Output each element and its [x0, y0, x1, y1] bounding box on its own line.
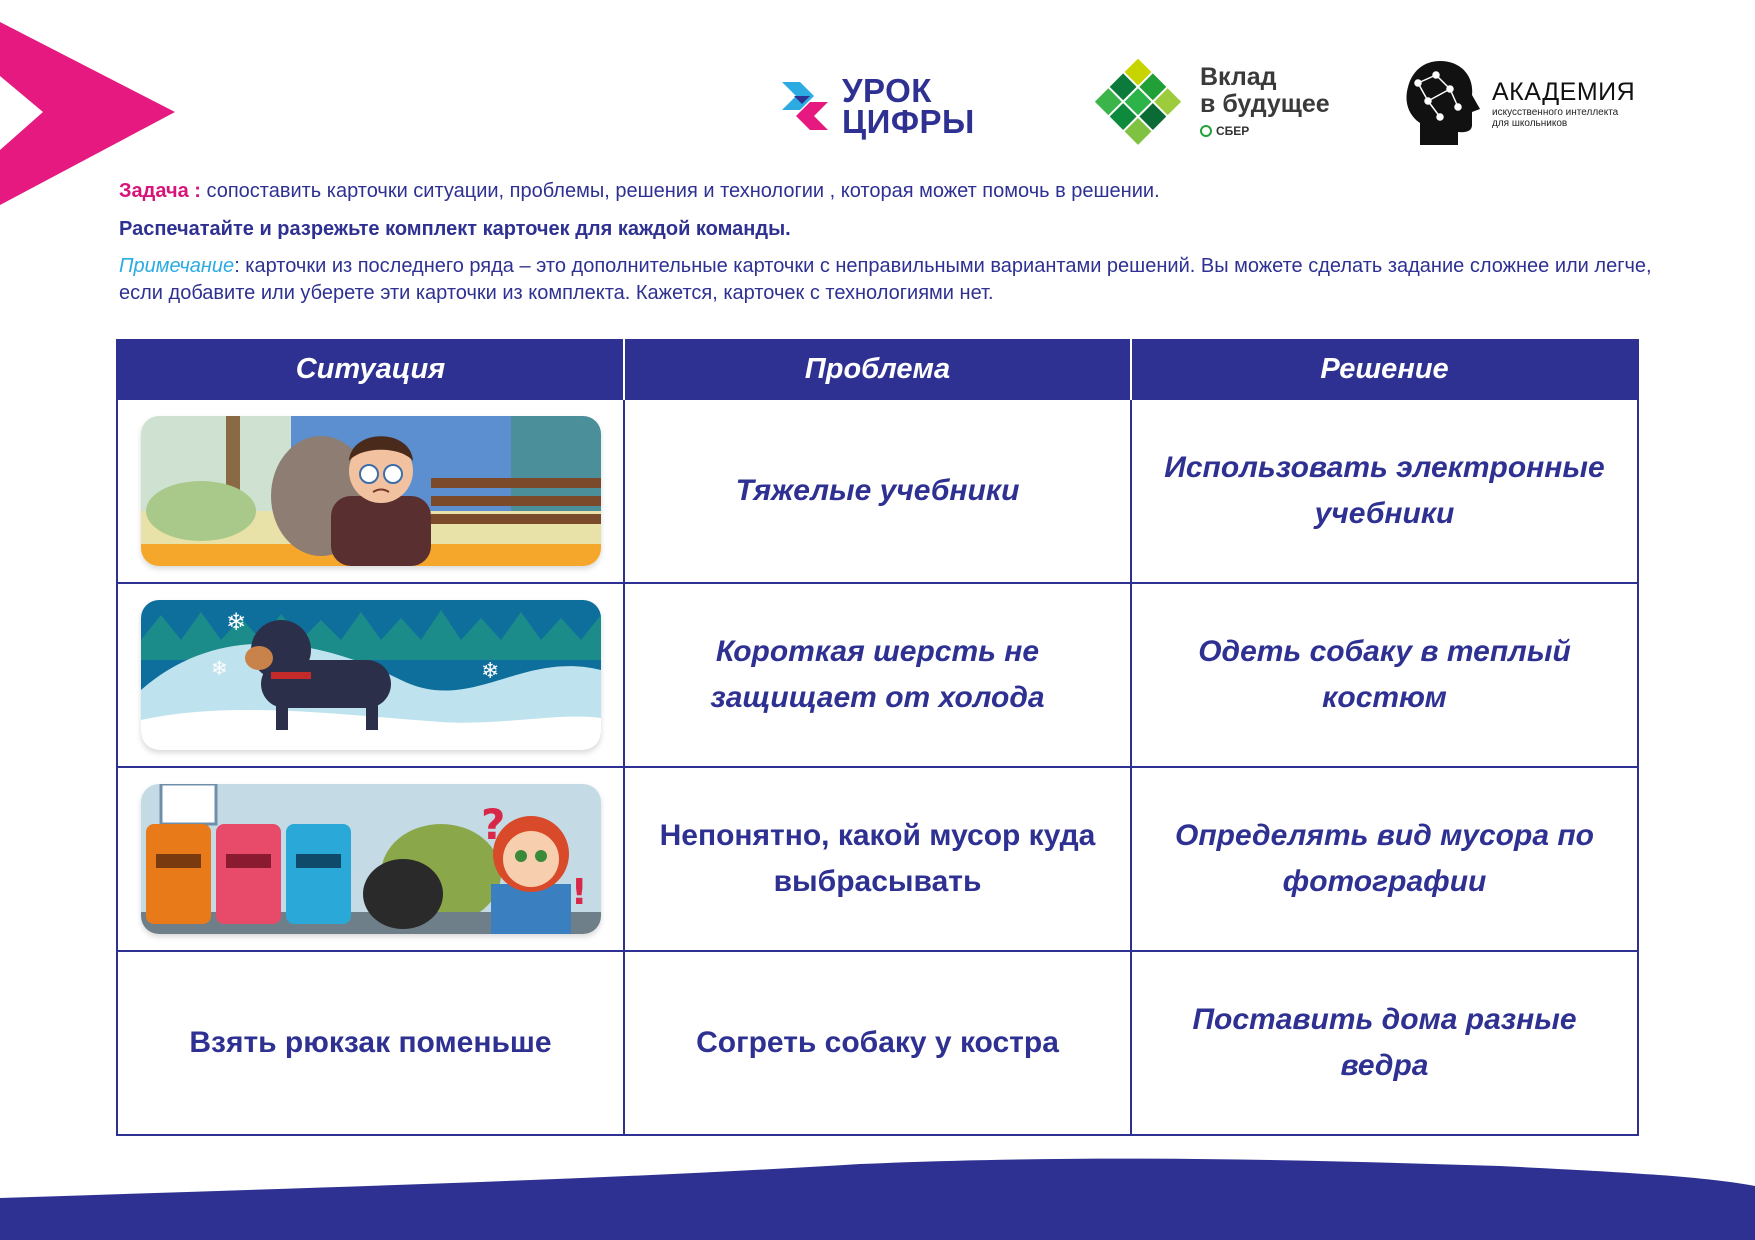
solution-cell: Определять вид мусора по фотографии	[1131, 767, 1638, 951]
logos-bar	[780, 55, 1680, 165]
note-text: : карточки из последнего ряда – это дополнительные карточки с неправильными вариантами решений. Вы можете сделать задание сложнее или легче, если добавите или уберете эти карточки из комплекта. Кажется, карточек с технологиями нет.	[119, 255, 1652, 304]
situation-cell	[117, 767, 624, 951]
academy-subtitle-1: искусственного интеллекта	[1492, 106, 1619, 118]
cards-table	[116, 339, 1639, 1136]
header-solution: Решение	[1131, 340, 1638, 399]
vklad-line2: в будущее	[1200, 90, 1330, 118]
academy-title: АКАДЕМИЯ	[1492, 77, 1636, 106]
table-row	[117, 583, 1638, 767]
task-text: сопоставить карточки ситуации, проблемы, решения и технологии , которая может помочь в решении.	[200, 180, 1160, 202]
girl-with-trash-bins-illustration	[141, 784, 601, 934]
table-header-row	[117, 340, 1638, 399]
problem-cell: Непонятно, какой мусор куда выбрасывать	[624, 767, 1131, 951]
svg-text:❄: ❄	[225, 608, 246, 636]
problem-cell: Тяжелые учебники	[624, 399, 1131, 583]
vklad-diamond-icon	[1090, 57, 1186, 145]
svg-text:❄: ❄	[480, 659, 499, 684]
sber-label: СБЕР	[1216, 124, 1250, 138]
header-problem: Проблема	[624, 340, 1131, 399]
situation-cell: Взять рюкзак поменьше	[117, 951, 624, 1135]
academy-subtitle-2: для школьников	[1492, 117, 1568, 129]
solution-cell: Поставить дома разные ведра	[1131, 951, 1638, 1135]
instructions	[119, 178, 1679, 307]
sber-icon	[1200, 125, 1212, 137]
solution-cell: Одеть собаку в теплый костюм	[1131, 583, 1638, 767]
urok-cifry-icon	[780, 78, 830, 134]
ai-head-icon	[1400, 57, 1482, 149]
vklad-v-budushchee-logo	[1090, 57, 1330, 145]
table-row	[117, 951, 1638, 1135]
solution-cell: Использовать электронные учебники	[1131, 399, 1638, 583]
note-line	[119, 253, 1679, 307]
svg-text:❄: ❄	[210, 656, 228, 680]
cold-dog-in-snow-illustration	[141, 600, 601, 750]
bottom-wave-decoration	[0, 1150, 1755, 1240]
urok-cifry-logo	[780, 72, 975, 140]
urok-line1: УРОК	[842, 72, 932, 109]
sber-mark	[1200, 124, 1330, 138]
boy-with-heavy-backpack-illustration	[141, 416, 601, 566]
header-situation: Ситуация	[117, 340, 624, 399]
print-instruction: Распечатайте и разрежьте комплект карточек для каждой команды.	[119, 218, 791, 240]
situation-cell	[117, 583, 624, 767]
urok-line2: ЦИФРЫ	[842, 103, 975, 140]
note-label: Примечание	[119, 255, 235, 277]
situation-cell	[117, 399, 624, 583]
task-line	[119, 178, 1679, 205]
svg-text:?: ?	[480, 800, 505, 849]
table-row	[117, 399, 1638, 583]
problem-cell: Короткая шерсть не защищает от холода	[624, 583, 1131, 767]
task-label: Задача :	[119, 180, 201, 202]
problem-cell: Согреть собаку у костра	[624, 951, 1131, 1135]
ai-academy-logo	[1400, 57, 1635, 149]
vklad-line1: Вклад	[1200, 63, 1277, 91]
svg-text:!: !	[570, 872, 587, 913]
table-row	[117, 767, 1638, 951]
